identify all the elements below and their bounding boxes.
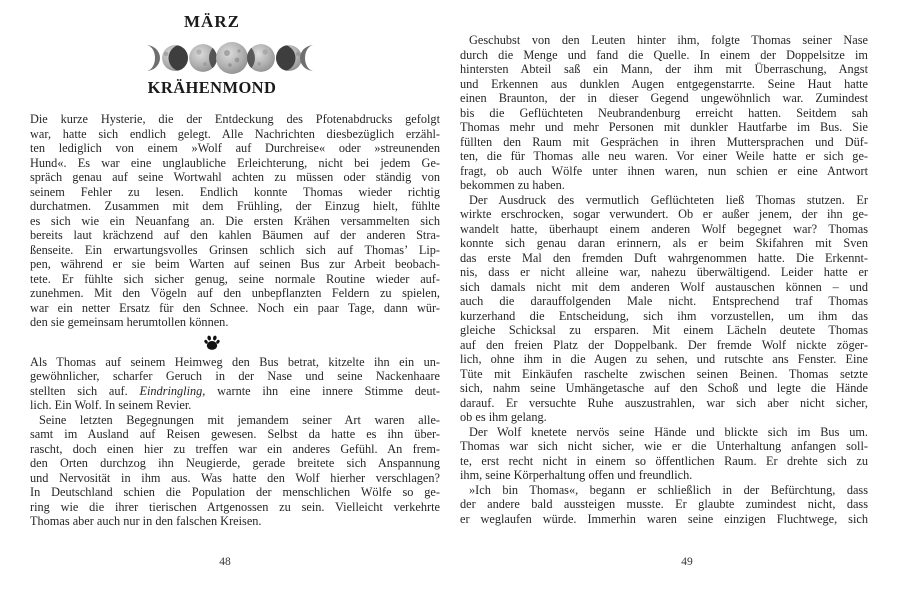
text-line: Seine letzten Begegnungen mit jemandem seiner Art waren alle- — [39, 412, 440, 427]
text-segment: warnte ihn eine innere Stimme deut- — [205, 383, 440, 398]
text-line: nis, dass er nicht alleine war, nahezu überwältigend. Leider hatte er — [460, 265, 868, 279]
paragraph — [30, 413, 440, 529]
text-line: bekommen zu haben. — [460, 178, 565, 192]
text-line: ten lediglich von einem »Wolf auf Durchreise« oder »streunenden — [30, 141, 440, 155]
moon-phases-icon — [142, 40, 318, 76]
text-line: und Nervosität in ihm aus. Was hatte den Wolf hierher verschlagen? — [30, 470, 440, 485]
text-line: rascht, doch einen hier zu treffen war ein anderes Gefühl. An frem- — [30, 441, 440, 456]
emphasized-text: Eindringling, — [139, 383, 206, 398]
text-line: er weglaufen würde. Immerhin waren seine einzigen Fluchtwege, sich — [460, 511, 868, 526]
text-line: In Deutschland schien die Population der menschlichen Wölfe so ge- — [30, 485, 440, 499]
text-line: Thomas war sich nicht sicher, wie er die Unterhaltung anfangen soll- — [460, 439, 868, 453]
text-line: und Erkennen aus dunklen Augen entgegenstarrte. Seine Haut hatte — [460, 76, 868, 91]
text-line: Der Ausdruck des vermutlich Geflüchteten ließ Thomas stutzen. Er — [469, 192, 868, 207]
text-line: Thomas aber auch nur in den falschen Kreisen. — [30, 514, 262, 528]
text-line: durchatmen. Zusammen mit dem Frühling, der Einzug hielt, fühlte — [30, 199, 440, 213]
text-segment: stellten sich auf. — [30, 383, 140, 398]
text-line: seinem Fehler zu lesen. Endlich konnte Thomas wieder richtig — [30, 184, 440, 199]
text-line: auf den freien Platz der Doppelbank. Der fremde Wolf nickte zöger- — [460, 337, 868, 352]
text-line: sich damals nicht mit dem anderen Wolf austauschen können – und — [460, 279, 868, 294]
text-line: ihm, seine Körperhaltung offen und freundlich. — [460, 468, 693, 482]
text-line: den sie gemeinsam herumtollen können. — [30, 315, 229, 329]
text-line: ten, die für Thomas alle neu waren. Vor einer Weile hatte er sich ge- — [460, 149, 868, 163]
text-line: »Ich bin Thomas«, begann er schließlich in der Befürchtung, dass — [469, 482, 868, 497]
text-line: gleiche Schicksal zu ersparen. Mit einem Lächeln deutete Thomas — [460, 323, 868, 337]
page-body-right — [460, 33, 868, 526]
text-line: Thomas mehr und mehr Personen mit dunkler Hautfarbe im Bus. Sie — [460, 120, 868, 134]
chapter-title: KRÄHENMOND — [147, 78, 277, 97]
text-line: wirkte erschrocken, sogar verwundert. Ob er außer jenem, der ihn ge- — [460, 207, 868, 221]
text-line: ob es ihm gelang. — [460, 410, 547, 424]
text-line: Geschubst von den Leuten hinter ihm, folgte Thomas seiner Nase — [469, 33, 868, 47]
text-line: durch die Menge und fand die Quelle. In einem der Doppelsitze im — [460, 47, 868, 62]
waning-crescent-thin-icon — [300, 45, 314, 71]
text-line: Der Wolf knetete nervös seine Hände und blickte sich im Bus um. — [469, 424, 868, 439]
text-line: das erste Mal den fremden Duft wahrgenommen hatte. Die Erkennt- — [460, 250, 868, 265]
text-line: spräch genau auf seine Wortwahl achten zu müssen oder ständig von — [30, 170, 440, 184]
text-line: war ein netter Ersatz für den Schnee. Noch ein paar Tage, dann wür- — [30, 300, 440, 315]
text-line: den Orten durchzog ihn Neugierde, gerade breitete sich Anspannung — [30, 456, 440, 470]
text-line: der andere bald aussteigen musste. Er glaubte zumindest nicht, dass — [460, 497, 868, 511]
text-line: gewöhnlicher, scharfer Geruch in der Nase und seine Nackenhaare — [30, 369, 440, 383]
paragraph — [460, 193, 868, 425]
text-line: pen, während er sie beim Warten auf seinen Bus zur Arbeit beobach- — [30, 257, 440, 271]
paragraph — [30, 112, 440, 330]
text-line: fragt, ob auch Wölfe unter ihnen waren, nun schien er eine Antwort — [460, 163, 868, 178]
text-line: kurzerhand die Entscheidung, sich ihm vorzustellen, um ihm das — [460, 308, 868, 323]
paragraph — [30, 355, 440, 413]
text-line — [30, 384, 440, 399]
text-line: sich, nahm seine Umhängetasche auf den Schoß und legte die Hände — [460, 381, 868, 395]
paragraph — [460, 425, 868, 483]
text-line: lich. Ein Wolf. In seinem Revier. — [30, 398, 192, 412]
text-line: lich, ohne ihm in die Augen zu sehen, und rutschte ans Fenster. Eine — [460, 352, 868, 366]
text-line: tete. Er fühlte sich sicher genug, seine normale Routine wieder auf- — [30, 271, 440, 286]
text-line: auch die darauffolgenden Male nicht. Entsprechend traf Thomas — [460, 294, 868, 308]
page-left — [30, 8, 440, 592]
page-body-left — [30, 112, 440, 529]
month-heading: MÄRZ — [184, 12, 240, 31]
text-line: zunehmen. Mit den Vögeln auf den unbepflanzten Feldern zu spielen, — [30, 286, 440, 300]
page-number-left: 48 — [219, 556, 231, 568]
text-line: ßenseite. Ein erwartungsvolles Grinsen schlich sich auf Thomas’ Lip- — [30, 242, 440, 257]
chapter-header — [30, 12, 394, 98]
waxing-crescent-thin-icon — [146, 45, 160, 71]
full-moon-icon — [216, 42, 248, 74]
text-line: bis die Geflüchteten Neubrandenburg erreicht hatten. Seitdem sah — [460, 105, 868, 120]
paragraph — [460, 483, 868, 527]
text-line: konnte sich genau daran erinnern, als er beim Skifahren mit Sven — [460, 236, 868, 250]
text-line: es sich wie ein Neuanfang an. Die ersten Krähen versammelten sich — [30, 213, 440, 228]
paw-print-icon — [204, 334, 220, 351]
text-line: ring wie die ihrer tierischen Artgenossen zu sein. Vielleicht verkehrte — [30, 499, 440, 514]
text-line: te, erst recht nicht in einem so öffentlichen Raum. Er drehte sich zu — [460, 453, 868, 468]
text-line: füllten den Raum mit Gesprächen in ihren Muttersprachen und Düf- — [460, 134, 868, 149]
page-number-right: 49 — [681, 556, 693, 568]
text-line: wandelt hatte, überhaupt einem anderen Wolf begegnet war? Thomas — [460, 221, 868, 236]
text-line: Als Thomas auf seinem Heimweg den Bus betrat, kitzelte ihn ein un- — [30, 354, 440, 369]
paragraph — [460, 33, 868, 193]
text-line: Die kurze Hysterie, die der Entdeckung des Pfotenabdrucks gefolgt — [30, 112, 440, 126]
section-divider — [30, 330, 394, 355]
text-line: Hund«. Es war eine unglaubliche Erleichterung, nicht bei jedem Ge- — [30, 155, 440, 170]
text-line: darauf. Er versuchte Ruhe auszustrahlen, war sich aber nicht sicher, — [460, 395, 868, 410]
page-right — [460, 33, 868, 593]
text-line: Tüte mit Einkäufen raschelte zwischen seinen Beinen. Thomas setzte — [460, 366, 868, 381]
text-line: einen Braunton, der in dieser Gegend ungewöhnlich war. Zumindest — [460, 91, 868, 105]
text-line: hintersten Abteil saß ein Mann, der ihm mit Überraschung, Angst — [460, 62, 868, 76]
text-line: samt im Ausland auf Reisen gewesen. Selbst da hatte es ihn über- — [30, 427, 440, 441]
text-line: bereits laut krächzend auf den kahlen Bäumen auf der anderen Stra- — [30, 228, 440, 242]
text-line: war, hatte sich endlich gelegt. Alle Nachrichten diesbezüglich erzähl- — [30, 126, 440, 141]
